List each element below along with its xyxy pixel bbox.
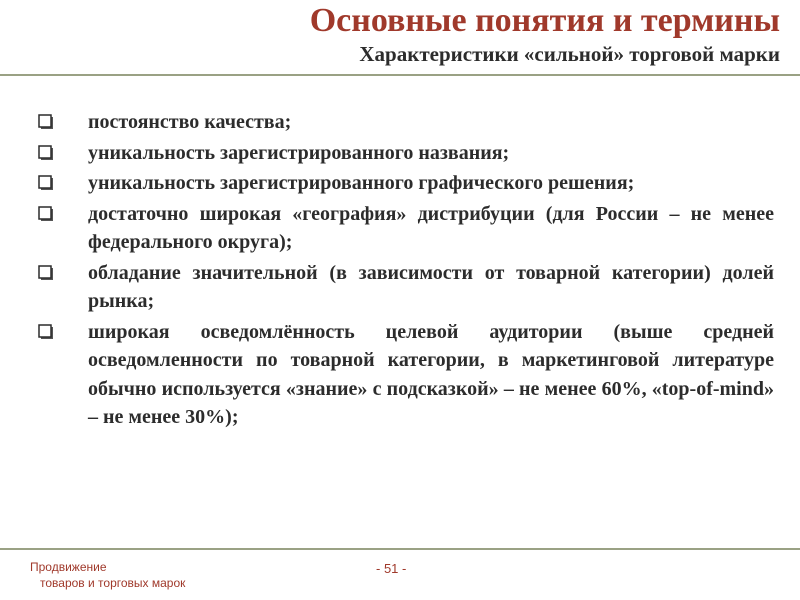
checkbox-square-icon [38,265,54,281]
list-item-text: достаточно широкая «география» дистрибуции (для России – не менее федерального округа); [88,202,774,253]
checkbox-square-icon [38,206,54,222]
checkbox-square-icon [38,114,54,130]
checkbox-square-icon [38,175,54,191]
list-item-text: уникальность зарегистрированного графического решения; [88,172,635,194]
slide-title: Основные понятия и термины [309,2,780,39]
bullet-list [38,108,774,434]
slide-subtitle: Характеристики «сильной» торговой марки [359,42,780,66]
list-item [38,259,774,316]
list-item [38,318,774,432]
list-item-text: постоянство качества; [88,111,292,133]
checkbox-square-icon [38,324,54,340]
list-item-text: уникальность зарегистрированного названия; [88,141,510,164]
list-item [38,139,774,168]
footer-line-2: товаров и торговых марок [40,576,186,590]
footer-caption [30,559,185,591]
list-item-text: обладание значительной (в зависимости от товарной категории) долей рынка; [88,261,774,312]
list-item [38,169,774,198]
footer-line-1: Продвижение [30,560,107,574]
footer-divider [0,548,800,550]
header-divider [0,74,800,76]
page-number: - 51 - [376,561,407,576]
list-item [38,200,774,257]
list-item-text: широкая осведомлённость целевой аудитории (выше средней осведомленности по товарной категории, в маркетинговой литературе обычно используется «знание» с подсказкой» – не менее 60%, «top-of-mind» – не менее 30%); [88,320,774,428]
list-item [38,108,774,137]
checkbox-square-icon [38,145,54,161]
